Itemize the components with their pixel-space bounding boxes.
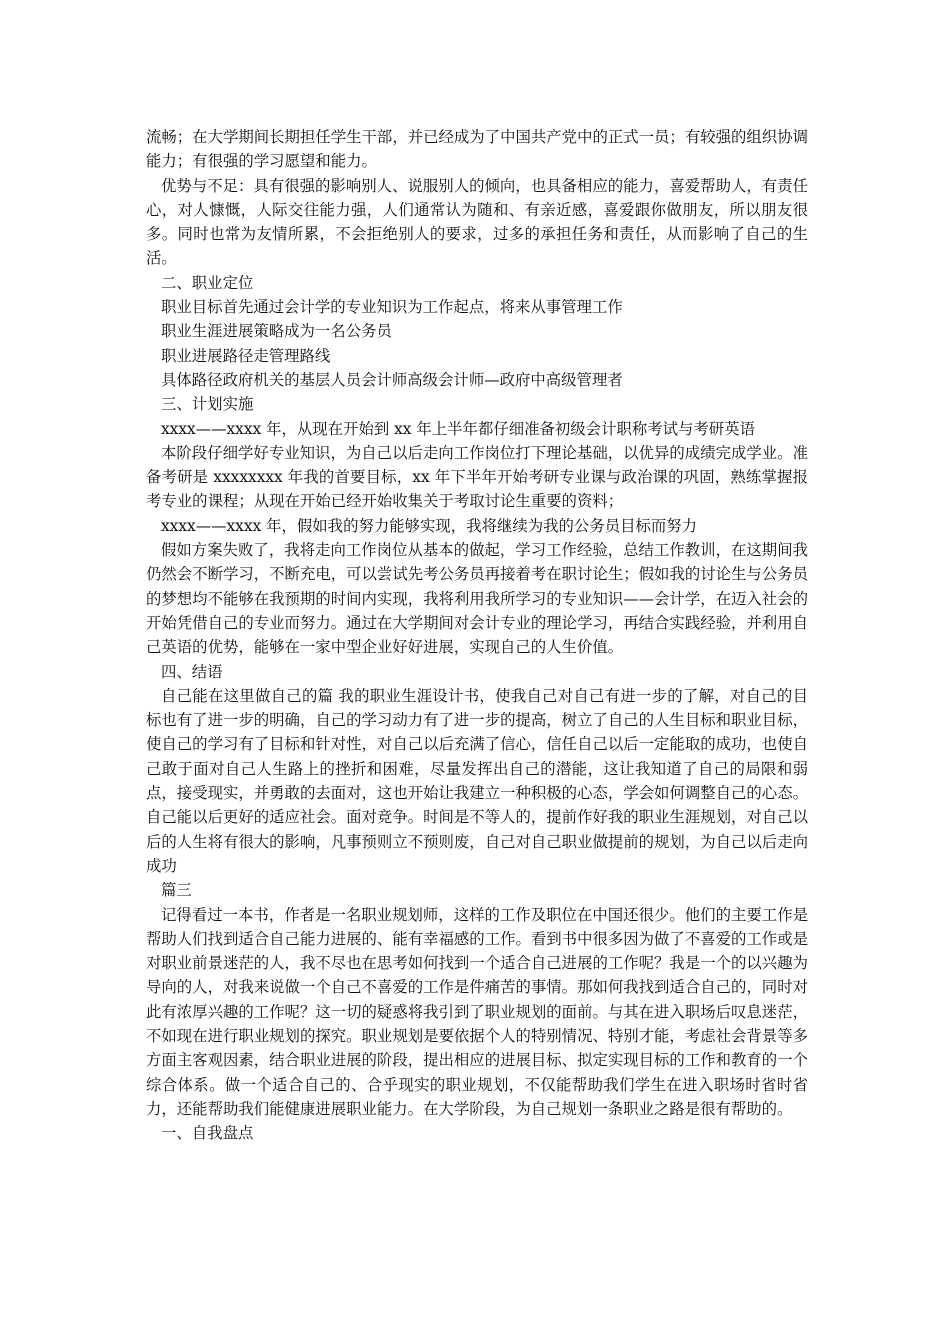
section-heading-self-assessment: 一、自我盘点 [161, 1124, 254, 1143]
paragraph-career-goal: 职业目标首先通过会计学的专业知识为工作起点，将来从事管理工作 [161, 298, 623, 317]
paragraph-strengths-weaknesses: 优势与不足：具有很强的影响别人、说服别人的倾向，也具备相应的能力，喜爱帮助人，有责任心，对人慷慨，人际交往能力强，人们通常认为随和、有亲近感，喜爱跟你做朋友，所以朋友很多。同时也常为友情所累，不会拒绝别人的要求，过多的承担任务和责任，从而影响了自己的生活。 [146, 176, 808, 268]
document-body [146, 125, 808, 1145]
paragraph-plan-phase-1: xxxx——xxxx 年，从现在开始到 xx 年上半年都仔细准备初级会计职称考试与考研英语 [161, 419, 755, 438]
paragraph-conclusion: 自己能在这里做自己的篇 我的职业生涯设计书，使我自己对自己有进一步的了解，对自己的目标也有了进一步的明确，自己的学习动力有了进一步的提高，树立了自己的人生目标和职业目标，使自己的学习有了目标和针对性，对自己以后充满了信心，信任自己以后一定能取的成功，也使自己敢于面对自己人生路上的挫折和困难，尽量发挥出自己的潜能，这让我知道了自己的局限和弱点，接受现实，并勇敢的去面对，这也开始让我建立一种积极的心态，学会如何调整自己的心态。自己能以后更好的适应社会。面对竞争。时间是不等人的，提前作好我的职业生涯规划，对自己以后的人生将有很大的影响，凡事预则立不预则废，自己对自己职业做提前的规划，为自己以后走向成功 [146, 686, 808, 875]
paragraph-career-path: 职业进展路径走管理路线 [161, 346, 331, 365]
paragraph-1: 流畅；在大学期间长期担任学生干部，并已经成为了中国共产党中的正式一员；有较强的组织协调能力；有很强的学习愿望和能力。 [146, 128, 808, 171]
paragraph-study-plan: 本阶段仔细学好专业知识，为自己以后走向工作岗位打下理论基础，以优异的成绩完成学业。准备考研是 xxxxxxxx 年我的首要目标，xx 年下半年开始考研专业课与政治课的巩固，熟练掌握报考专业的课程；从现在开始已经开始收集关于考取讨论生重要的资料； [146, 443, 808, 511]
paragraph-fallback-plan: 假如方案失败了，我将走向工作岗位从基本的做起，学习工作经验，总结工作教训，在这期间我仍然会不断学习，不断充电，可以尝试先考公务员再接着考在职讨论生；假如我的讨论生与公务员的梦想均不能够在我预期的时间内实现，我将利用我所学习的专业知识——会计学，在迈入社会的开始凭借自己的专业而努力。通过在大学期间对会计专业的理论学习，再结合实践经验，并利用自己英语的优势，能够在一家中型企业好好进展，实现自己的人生价值。 [146, 541, 808, 657]
section-heading-plan-implementation: 三、计划实施 [161, 395, 254, 414]
paragraph-specific-path: 具体路径政府机关的基层人员会计师高级会计师—政府中高级管理者 [161, 370, 623, 389]
section-heading-conclusion: 四、结语 [161, 662, 223, 681]
paragraph-career-planner-book: 记得看过一本书，作者是一名职业规划师，这样的工作及职位在中国还很少。他们的主要工作是帮助人们找到适合自己能力进展的、能有幸福感的工作。看到书中很多因为做了不喜爱的工作或是对职业前景迷茫的人，我不尽也在思考如何找到一个适合自己进展的工作呢？我是一个的以兴趣为导向的人，对我来说做一个自己不喜爱的工作是件痛苦的事情。那如何我找到适合自己的，同时对此有浓厚兴趣的工作呢？这一切的疑惑将我引到了职业规划的面前。与其在进入职场后叹息迷茫，不如现在进行职业规划的探究。职业规划是要依据个人的特别情况、特别才能，考虑社会背景等多方面主客观因素，结合职业进展的阶段，提出相应的进展目标、拟定实现目标的工作和教育的一个综合体系。做一个适合自己的、合乎现实的职业规划，不仅能帮助我们学生在进入职场时省时省力，还能帮助我们能健康进展职业能力。在大学阶段，为自己规划一条职业之路是很有帮助的。 [146, 905, 808, 1118]
section-heading-career-positioning: 二、职业定位 [161, 273, 254, 292]
paragraph-career-strategy: 职业生涯进展策略成为一名公务员 [161, 322, 392, 341]
section-heading-part-three: 篇三 [161, 881, 192, 900]
paragraph-plan-phase-2: xxxx——xxxx 年，假如我的努力能够实现，我将继续为我的公务员目标而努力 [161, 516, 698, 535]
